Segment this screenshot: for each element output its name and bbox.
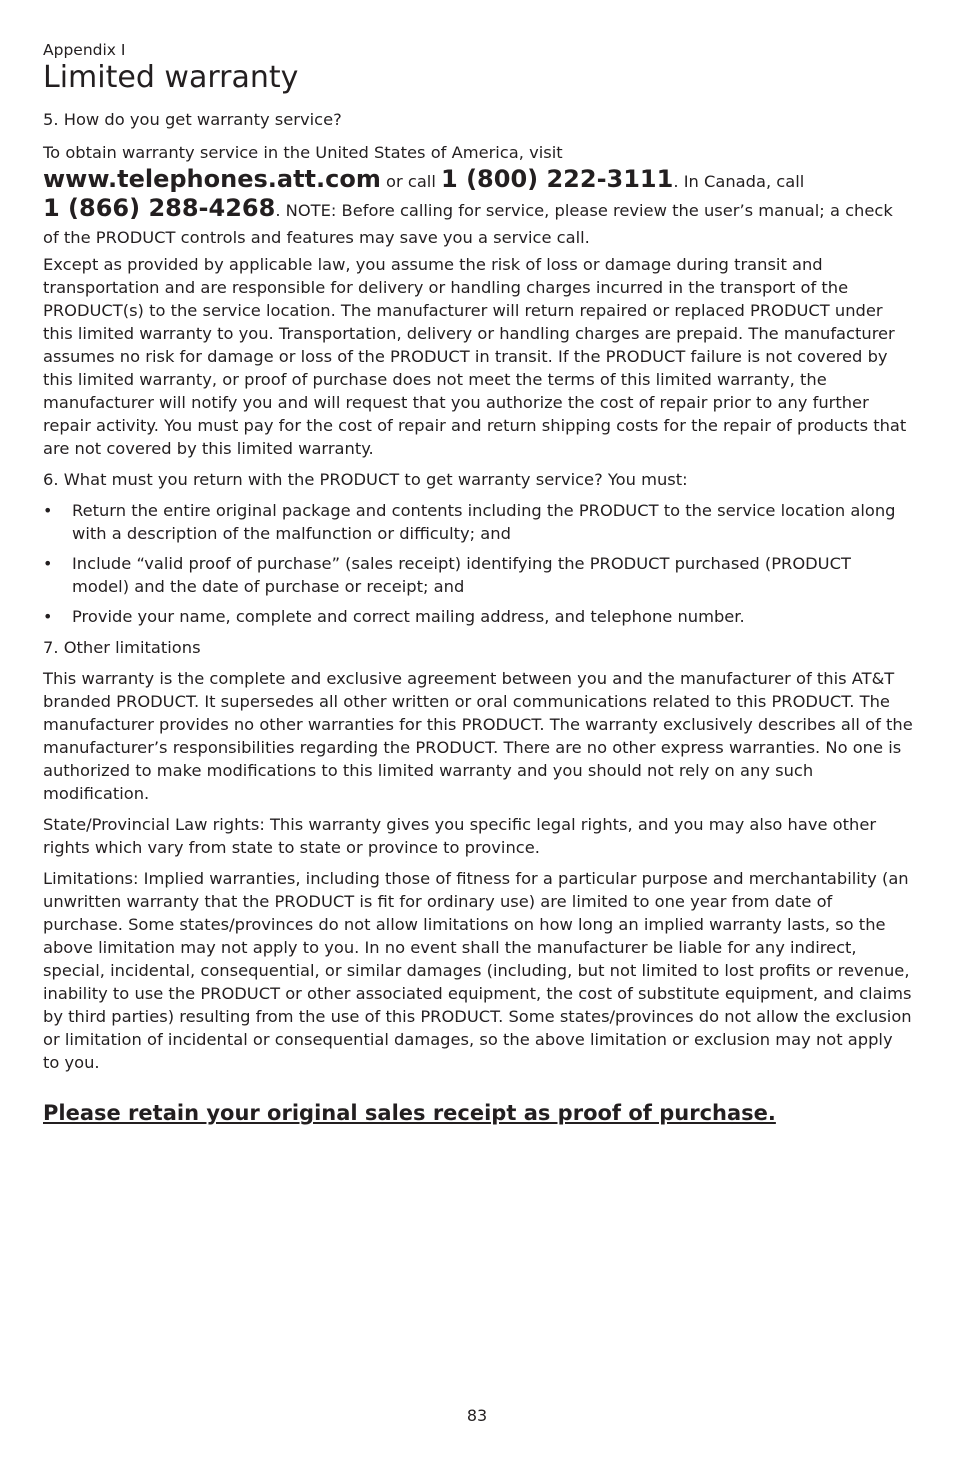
exclusive-agreement-paragraph: This warranty is the complete and exclusive agreement between you and the manufacturer of this AT&T branded PRODUCT. It supersedes all other written or oral communications related to this PRODUCT. The manufacturer provides no other warranties for this PRODUCT. The warranty exclusively describes all of the manufacturer’s responsibilities regarding the PRODUCT. There are no other express warranties. No one is authorized to make modifications to this limited warranty and you should not rely on any such modification. xyxy=(43,669,913,803)
q6-heading: 6. What must you return with the PRODUCT to get warranty service? You must: xyxy=(43,470,688,489)
bullet-icon: • xyxy=(43,607,53,626)
transit-paragraph: Except as provided by applicable law, you assume the risk of loss or damage during transit and transportation and are responsible for delivery or handling charges incurred in the transport of the PRODUCT(s) to the service location. The manufacturer will return repaired or replaced PRODUCT under this limited warranty to you. Transportation, delivery or handling charges are prepaid. The manufacturer assumes no risk for damage or loss of the PRODUCT in transit. If the PRODUCT failure is not covered by this limited warranty, or proof of purchase does not meet the terms of this limited warranty, the manufacturer will notify you and will request that you authorize the cost of repair prior to any further repair activity. You must pay for the cost of repair and return shipping costs for the repair of products that are not covered by this limited warranty. xyxy=(43,255,907,458)
list-item-text: Provide your name, complete and correct mailing address, and telephone number. xyxy=(72,607,745,626)
contact-paragraph xyxy=(43,139,913,251)
closing-statement: Please retain your original sales receipt as proof of purchase. xyxy=(43,1101,776,1125)
canada-text: . In Canada, call xyxy=(673,172,805,191)
bullet-icon: • xyxy=(43,501,53,520)
limitations-paragraph: Limitations: Implied warranties, including those of fitness for a particular purpose and merchantability (an unwritten warranty that the PRODUCT is fit for ordinary use) are limited to one year from date of purchase. Some states/provinces do not allow limitations on how long an implied warranty lasts, so the above limitation may not apply to you. In no event shall the manufacturer be liable for any indirect, special, incidental, consequential, or similar damages (including, but not limited to lost profits or revenue, inability to use the PRODUCT or other associated equipment, the cost of substitute equipment, and claims by third parties) resulting from the use of this PRODUCT. Some states/provinces do not allow the exclusion or limitation of incidental or consequential damages, so the above limitation or exclusion may not apply to you. xyxy=(43,869,912,1072)
canada-phone-number: 1 (866) 288-4268 xyxy=(43,194,276,222)
page-number: 83 xyxy=(466,1406,488,1425)
service-note: . NOTE: Before calling for service, please review the user’s manual; a check of the PRODUCT controls and features may save you a service call. xyxy=(43,201,893,247)
return-requirements-list xyxy=(43,499,913,628)
q5-heading: 5. How do you get warranty service? xyxy=(43,110,342,129)
list-item-text: Return the entire original package and contents including the PRODUCT to the service location along with a description of the malfunction or difficulty; and xyxy=(72,501,896,543)
list-item xyxy=(43,605,913,628)
document-page xyxy=(43,40,913,1126)
list-item-text: Include “valid proof of purchase” (sales receipt) identifying the PRODUCT purchased (PRODUCT model) and the date of purchase or receipt; and xyxy=(72,554,851,596)
section-label: Appendix I xyxy=(43,41,126,59)
website-link[interactable]: www.telephones.att.com xyxy=(43,165,381,193)
us-phone-number: 1 (800) 222-3111 xyxy=(441,165,674,193)
list-item xyxy=(43,552,913,598)
page-title: Limited warranty xyxy=(43,60,299,95)
bullet-icon: • xyxy=(43,554,53,573)
or-call-text: or call xyxy=(380,172,442,191)
contact-intro: To obtain warranty service in the United States of America, visit xyxy=(43,143,563,162)
q7-heading: 7. Other limitations xyxy=(43,638,201,657)
law-rights-paragraph: State/Provincial Law rights: This warranty gives you specific legal rights, and you may also have other rights which vary from state to state or province to province. xyxy=(43,815,877,857)
list-item xyxy=(43,499,913,545)
